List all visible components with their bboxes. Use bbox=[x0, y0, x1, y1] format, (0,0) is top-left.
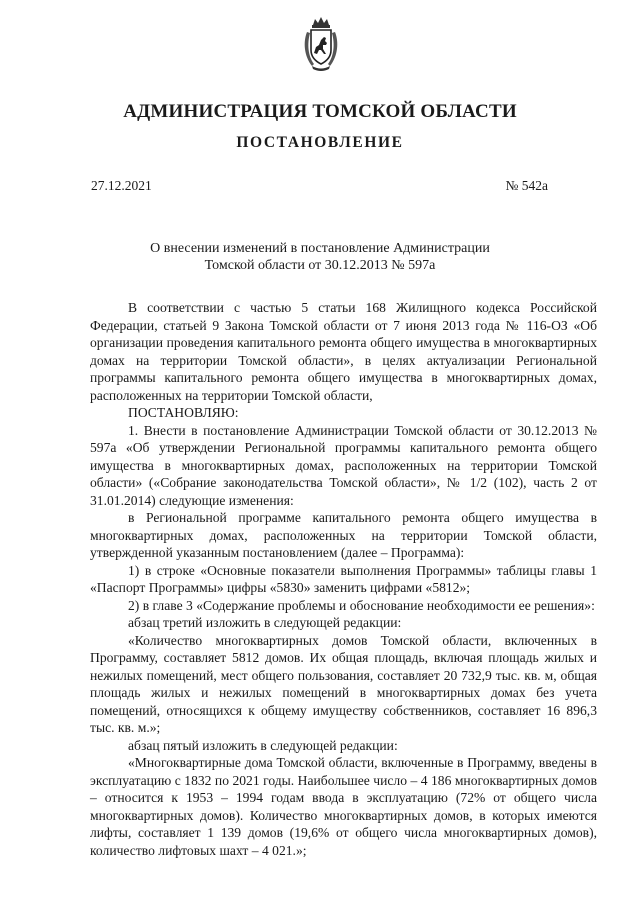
body-paragraph: «Количество многоквартирных домов Томской области, включенных в Программу, составляет 5812 домов. Их общая площадь, включая площадь жилых и нежилых помещений, мест общего пользования, составляет 20 732,9 тыс. кв. м, общая площадь жилых и нежилых помещений в многоквартирных домах без учета помещений, относящихся к общему имуществу собственников, составляет 16 896,3 тыс. кв. м.»; bbox=[90, 632, 597, 735]
organization-title: АДМИНИСТРАЦИЯ ТОМСКОЙ ОБЛАСТИ bbox=[123, 101, 517, 122]
body-paragraph: 1) в строке «Основные показатели выполнения Программы» таблицы главы 1 «Паспорт Программы» цифры «5830» заменить цифрами «5812»; bbox=[90, 562, 597, 595]
tomsk-region-coat-of-arms-icon bbox=[301, 16, 341, 72]
subject-line: О внесении изменений в постановление Администрации bbox=[150, 241, 490, 256]
document-number: № 542а bbox=[505, 178, 548, 193]
document-body bbox=[90, 299, 597, 859]
body-paragraph: в Региональной программе капитального ремонта общего имущества в многоквартирных домах, расположенных на территории Томской области, утвержденной указанным постановлением (далее – Программа): bbox=[90, 510, 597, 560]
subject-line: Томской области от 30.12.2013 № 597а bbox=[204, 258, 436, 273]
body-paragraph: 2) в главе 3 «Содержание проблемы и обоснование необходимости ее решения»: bbox=[128, 597, 595, 613]
body-paragraph: 1. Внести в постановление Администрации Томской области от 30.12.2013 № 597а «Об утверждении Региональной программы капитального ремонта общего имущества в многоквартирных домах, расположенных на территории Томской области» («Собрание законодательства Томской области», № 1/2 (102), часть 2 от 31.01.2014) следующие изменения: bbox=[90, 422, 597, 508]
body-paragraph: абзац третий изложить в следующей редакции: bbox=[128, 615, 402, 630]
body-paragraph: абзац пятый изложить в следующей редакции: bbox=[128, 737, 398, 753]
body-paragraph: ПОСТАНОВЛЯЮ: bbox=[128, 405, 239, 420]
document-subject bbox=[0, 240, 640, 274]
document-date: 27.12.2021 bbox=[91, 178, 152, 193]
body-paragraph: В соответствии с частью 5 статьи 168 Жилищного кодекса Российской Федерации, статьей 9 Закона Томской области от 7 июня 2013 года № 116-ОЗ «Об организации проведения капитального ремонта общего имущества в многоквартирных домах на территории Томской области», в целях актуализации Региональной программы капитального ремонта общего имущества в многоквартирных домах, расположенных на территории Томской области, bbox=[90, 300, 597, 403]
body-paragraph: «Многоквартирные дома Томской области, включенные в Программу, введены в эксплуатацию с 1832 по 2021 годы. Наибольшее число – 4 186 многоквартирных домов – относится к 1953 – 1994 годам ввода в эксплуатацию (72% от общего числа многоквартирных домов). Количество многоквартирных домов, в которых имеются лифты, составляет 1 139 домов (19,6% от общего числа многоквартирных домов), количество лифтовых шахт – 4 021.»; bbox=[90, 755, 597, 858]
document-type: ПОСТАНОВЛЕНИЕ bbox=[236, 134, 404, 151]
